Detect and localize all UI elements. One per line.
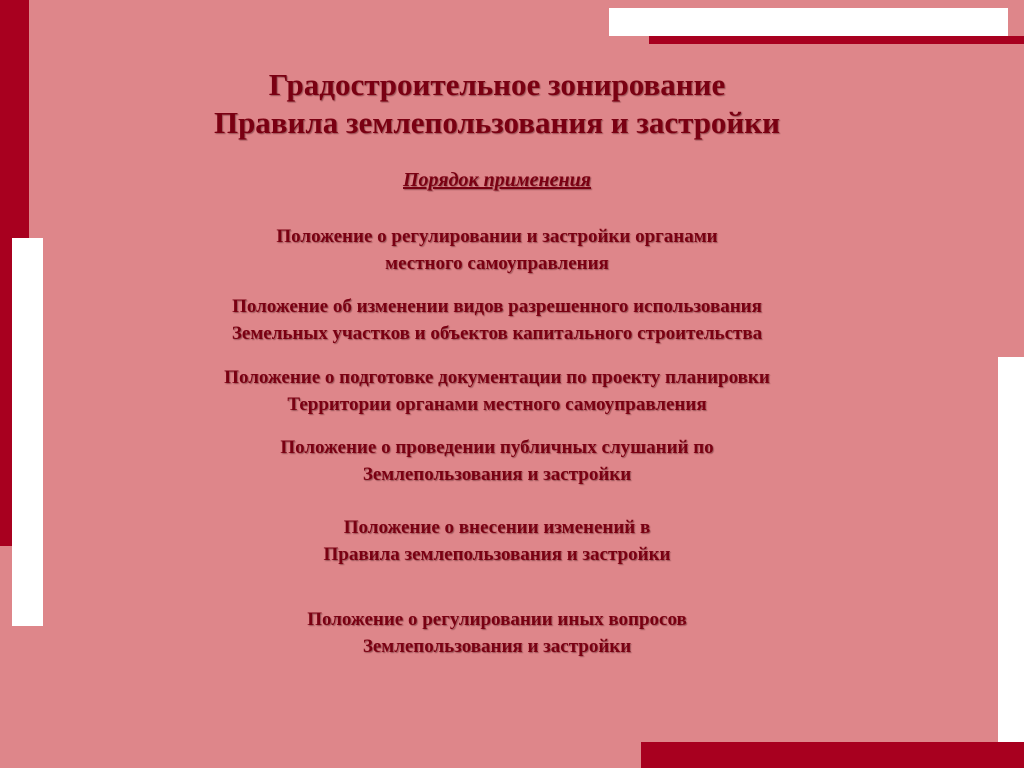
list-item	[0, 364, 994, 418]
slide-title	[0, 66, 994, 142]
item-line-2: местного самоуправления	[385, 253, 609, 274]
item-line-1: Положение о внесении изменений в	[343, 517, 651, 538]
slide-subtitle: Порядок применения	[403, 169, 591, 191]
list-item	[0, 514, 994, 568]
item-line-1: Положение об изменении видов разрешенного использования	[232, 296, 762, 317]
item-line-2: Территории органами местного самоуправления	[287, 394, 707, 415]
item-line-1: Положение о подготовке документации по проекту планировки	[224, 367, 770, 388]
bottom-red-bar	[641, 742, 1024, 768]
list-item	[0, 223, 994, 277]
item-line-2: Земельных участков и объектов капитального строительства	[231, 323, 763, 344]
top-right-red-bar	[649, 36, 1024, 44]
list-item	[0, 606, 994, 660]
list-item	[0, 434, 994, 488]
title-line-1: Градостроительное зонирование	[268, 67, 726, 102]
right-white-bar	[998, 357, 1024, 742]
item-line-2: Землепользования и застройки	[362, 464, 632, 485]
item-line-1: Положение о регулировании и застройки органами	[276, 226, 718, 247]
item-line-2: Землепользования и застройки	[362, 636, 632, 657]
item-line-1: Положение о проведении публичных слушаний по	[280, 437, 714, 458]
top-right-white-bar	[609, 8, 1008, 36]
item-line-2: Правила землепользования и застройки	[323, 544, 671, 565]
item-line-1: Положение о регулировании иных вопросов	[307, 609, 687, 630]
list-item	[0, 293, 994, 347]
title-line-2: Правила землепользования и застройки	[213, 105, 781, 140]
